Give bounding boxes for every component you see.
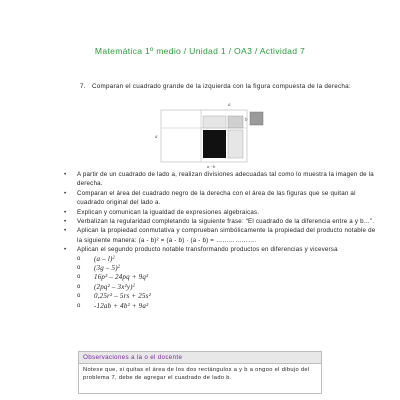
exercise-2: o (3g – 5)$^2$ bbox=[77, 263, 121, 273]
bullet-6: • Aplican el segundo producto notable transformando productos en diferencias y viceversa o (a – l)$^2$ o (3g – 5)$^2$ o 16p² – 24pq + 9q² o (2pq² – 3x²y)$^2$ o 0,25r² – 5rs + 25s² o -12ab + 4b² + 9a² bbox=[64, 245, 382, 311]
question-7 bbox=[80, 82, 382, 92]
label-b-right: b bbox=[245, 118, 248, 123]
exercise-1: o (a – l)$^2$ bbox=[77, 254, 116, 263]
label-a-top: a bbox=[228, 103, 231, 108]
large-square bbox=[161, 110, 247, 162]
exercise-list bbox=[77, 255, 382, 311]
small-square bbox=[250, 112, 263, 125]
bullet-5: • Aplican la propiedad conmutativa y comprueban simbólicamente la propiedad del producto notable de la siguiente manera: (a - b)² = (a - b) · (a - b) = ………………. bbox=[64, 227, 376, 244]
label-a-minus-b: a - b bbox=[207, 164, 216, 169]
label-a-left: a bbox=[155, 135, 158, 140]
black-square bbox=[203, 130, 226, 158]
bullet-1: • A partir de un cuadrado de lado a, realizan divisiones adecuadas tal como lo muestra la imagen de la derecha. bbox=[64, 171, 374, 188]
teacher-notes-title: Observaciones a la o el docente bbox=[79, 352, 321, 364]
activity-bullets bbox=[64, 170, 382, 311]
exercise-3: o 16p² – 24pq + 9q² bbox=[77, 273, 149, 282]
teacher-notes-text: Notese que, si quitas el área de los dos rectángulos a y b a ongoo el dibujo del problema 7, debe de agregar el cuadrado de lado b. bbox=[83, 367, 310, 382]
exercise-5: o 0,25r² – 5rs + 25s² bbox=[77, 292, 151, 301]
question-number: 7. bbox=[80, 83, 86, 90]
bullet-3: • Explican y comunican la igualdad de expresiones algebraicas. bbox=[64, 208, 260, 216]
page-header: Matemática 1º medio / Unidad 1 / OA3 / Actividad 7 bbox=[94, 46, 306, 56]
bullet-4: • Verbalizan la regularidad completando la siguiente frase: “El cuadrado de la diferencia entre a y b…”. bbox=[64, 218, 375, 226]
teacher-notes-box bbox=[78, 351, 322, 394]
bullet-2: • Comparan el área del cuadrado negro de la derecha con el área de las figuras que se quitan al cuadrado original del lado a. bbox=[64, 189, 356, 207]
question-text: Comparan el cuadrado grande de la izquierda con la figura compuesta de la derecha: bbox=[92, 83, 351, 90]
exercise-6: o -12ab + 4b² + 9a² bbox=[77, 301, 149, 310]
exercise-4: o (2pq² – 3x²y)$^2$ bbox=[77, 282, 136, 291]
